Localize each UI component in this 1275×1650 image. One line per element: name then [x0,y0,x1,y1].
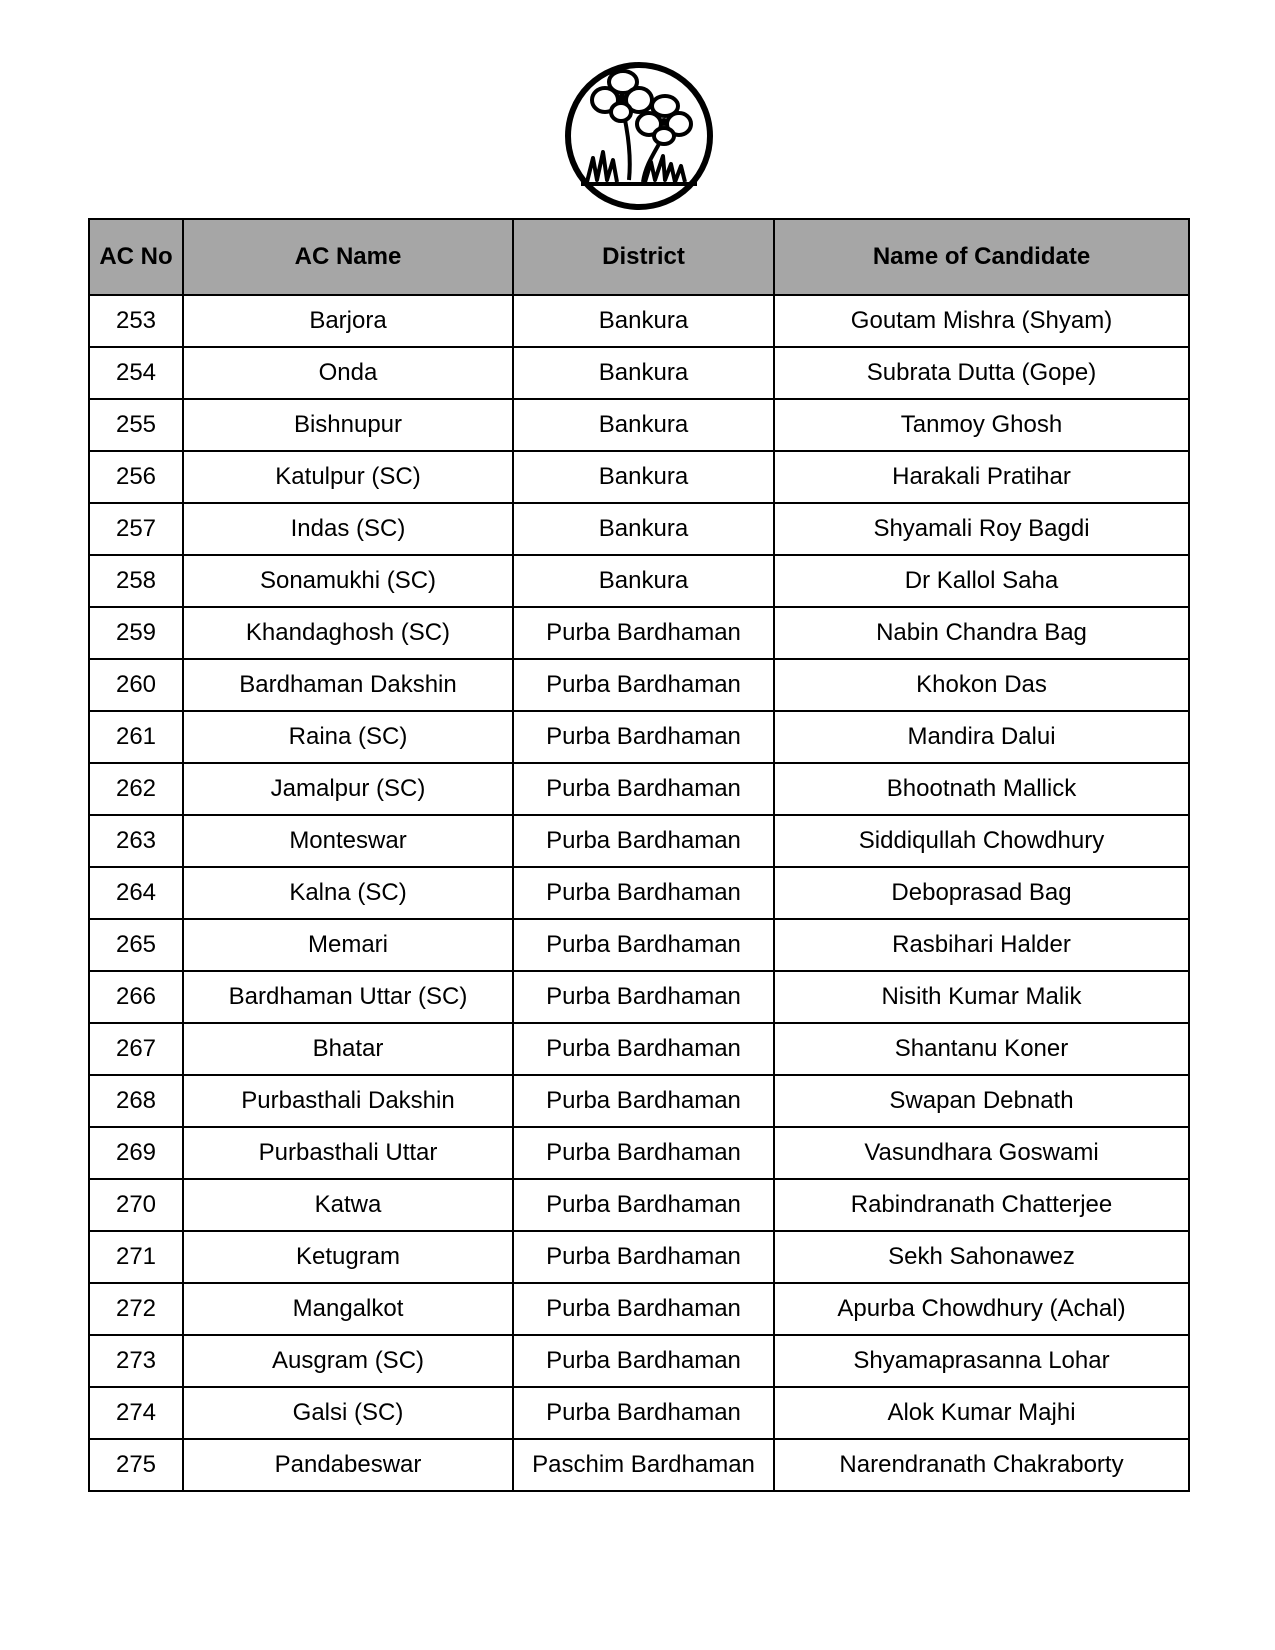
cell-ac-name: Bardhaman Dakshin [183,659,513,711]
cell-ac-name: Ketugram [183,1231,513,1283]
cell-ac-no: 272 [89,1283,183,1335]
cell-candidate: Subrata Dutta (Gope) [774,347,1189,399]
cell-ac-name: Mangalkot [183,1283,513,1335]
cell-ac-no: 274 [89,1387,183,1439]
cell-ac-name: Galsi (SC) [183,1387,513,1439]
table-row [89,555,1189,607]
cell-ac-name: Bhatar [183,1023,513,1075]
cell-district: Bankura [513,347,774,399]
header-district: District [513,219,774,295]
cell-ac-no: 271 [89,1231,183,1283]
table-row [89,1439,1189,1491]
cell-ac-no: 257 [89,503,183,555]
table-row [89,1023,1189,1075]
cell-ac-name: Onda [183,347,513,399]
cell-district: Purba Bardhaman [513,1335,774,1387]
cell-candidate: Deboprasad Bag [774,867,1189,919]
table-row [89,659,1189,711]
table-header-row [89,219,1189,295]
table-row [89,919,1189,971]
cell-ac-no: 259 [89,607,183,659]
cell-candidate: Shantanu Koner [774,1023,1189,1075]
cell-candidate: Rasbihari Halder [774,919,1189,971]
table-row [89,451,1189,503]
cell-ac-name: Raina (SC) [183,711,513,763]
cell-district: Purba Bardhaman [513,1387,774,1439]
cell-candidate: Alok Kumar Majhi [774,1387,1189,1439]
cell-ac-name: Bishnupur [183,399,513,451]
cell-ac-name: Bardhaman Uttar (SC) [183,971,513,1023]
cell-candidate: Harakali Pratihar [774,451,1189,503]
cell-ac-name: Jamalpur (SC) [183,763,513,815]
cell-ac-no: 273 [89,1335,183,1387]
cell-district: Bankura [513,503,774,555]
table-row [89,1283,1189,1335]
cell-district: Purba Bardhaman [513,867,774,919]
cell-ac-no: 268 [89,1075,183,1127]
table-row [89,503,1189,555]
cell-district: Purba Bardhaman [513,1127,774,1179]
cell-district: Purba Bardhaman [513,1179,774,1231]
cell-ac-name: Indas (SC) [183,503,513,555]
cell-ac-no: 260 [89,659,183,711]
table-row [89,1335,1189,1387]
cell-ac-no: 269 [89,1127,183,1179]
cell-district: Purba Bardhaman [513,1023,774,1075]
cell-district: Purba Bardhaman [513,919,774,971]
cell-district: Purba Bardhaman [513,607,774,659]
cell-district: Purba Bardhaman [513,711,774,763]
cell-ac-name: Purbasthali Uttar [183,1127,513,1179]
cell-ac-no: 258 [89,555,183,607]
cell-ac-name: Barjora [183,295,513,347]
cell-candidate: Mandira Dalui [774,711,1189,763]
cell-district: Purba Bardhaman [513,1075,774,1127]
cell-district: Purba Bardhaman [513,1231,774,1283]
cell-district: Purba Bardhaman [513,1283,774,1335]
cell-district: Bankura [513,295,774,347]
candidate-table [88,218,1188,1492]
cell-candidate: Rabindranath Chatterjee [774,1179,1189,1231]
cell-ac-no: 254 [89,347,183,399]
cell-ac-name: Memari [183,919,513,971]
table-row [89,1179,1189,1231]
cell-ac-no: 265 [89,919,183,971]
cell-ac-name: Katwa [183,1179,513,1231]
cell-candidate: Vasundhara Goswami [774,1127,1189,1179]
cell-district: Bankura [513,555,774,607]
table-row [89,763,1189,815]
cell-district: Purba Bardhaman [513,815,774,867]
cell-candidate: Tanmoy Ghosh [774,399,1189,451]
cell-candidate: Siddiqullah Chowdhury [774,815,1189,867]
table-row [89,399,1189,451]
cell-ac-no: 262 [89,763,183,815]
cell-candidate: Dr Kallol Saha [774,555,1189,607]
cell-ac-name: Khandaghosh (SC) [183,607,513,659]
cell-candidate: Shyamali Roy Bagdi [774,503,1189,555]
cell-candidate: Khokon Das [774,659,1189,711]
cell-ac-no: 267 [89,1023,183,1075]
cell-ac-no: 266 [89,971,183,1023]
cell-candidate: Goutam Mishra (Shyam) [774,295,1189,347]
table-row [89,347,1189,399]
cell-district: Bankura [513,399,774,451]
cell-district: Purba Bardhaman [513,763,774,815]
cell-ac-no: 253 [89,295,183,347]
party-logo-icon [559,60,719,212]
cell-candidate: Nisith Kumar Malik [774,971,1189,1023]
table-row [89,815,1189,867]
table-row [89,971,1189,1023]
cell-candidate: Narendranath Chakraborty [774,1439,1189,1491]
cell-ac-no: 275 [89,1439,183,1491]
table-row [89,295,1189,347]
cell-ac-no: 261 [89,711,183,763]
cell-candidate: Nabin Chandra Bag [774,607,1189,659]
cell-ac-no: 264 [89,867,183,919]
cell-ac-no: 270 [89,1179,183,1231]
cell-district: Purba Bardhaman [513,659,774,711]
cell-ac-name: Sonamukhi (SC) [183,555,513,607]
cell-district: Bankura [513,451,774,503]
cell-ac-name: Purbasthali Dakshin [183,1075,513,1127]
cell-candidate: Sekh Sahonawez [774,1231,1189,1283]
table-row [89,867,1189,919]
cell-district: Purba Bardhaman [513,971,774,1023]
table-row [89,1231,1189,1283]
header-ac-no: AC No [89,219,183,295]
header-candidate: Name of Candidate [774,219,1189,295]
cell-ac-name: Ausgram (SC) [183,1335,513,1387]
cell-ac-no: 255 [89,399,183,451]
cell-ac-name: Pandabeswar [183,1439,513,1491]
cell-candidate: Bhootnath Mallick [774,763,1189,815]
cell-candidate: Apurba Chowdhury (Achal) [774,1283,1189,1335]
cell-candidate: Shyamaprasanna Lohar [774,1335,1189,1387]
cell-candidate: Swapan Debnath [774,1075,1189,1127]
table-row [89,1387,1189,1439]
table-row [89,1127,1189,1179]
cell-ac-name: Kalna (SC) [183,867,513,919]
table-row [89,1075,1189,1127]
cell-ac-no: 263 [89,815,183,867]
table-row [89,607,1189,659]
cell-ac-name: Monteswar [183,815,513,867]
cell-district: Paschim Bardhaman [513,1439,774,1491]
table-row [89,711,1189,763]
cell-ac-no: 256 [89,451,183,503]
header-ac-name: AC Name [183,219,513,295]
cell-ac-name: Katulpur (SC) [183,451,513,503]
